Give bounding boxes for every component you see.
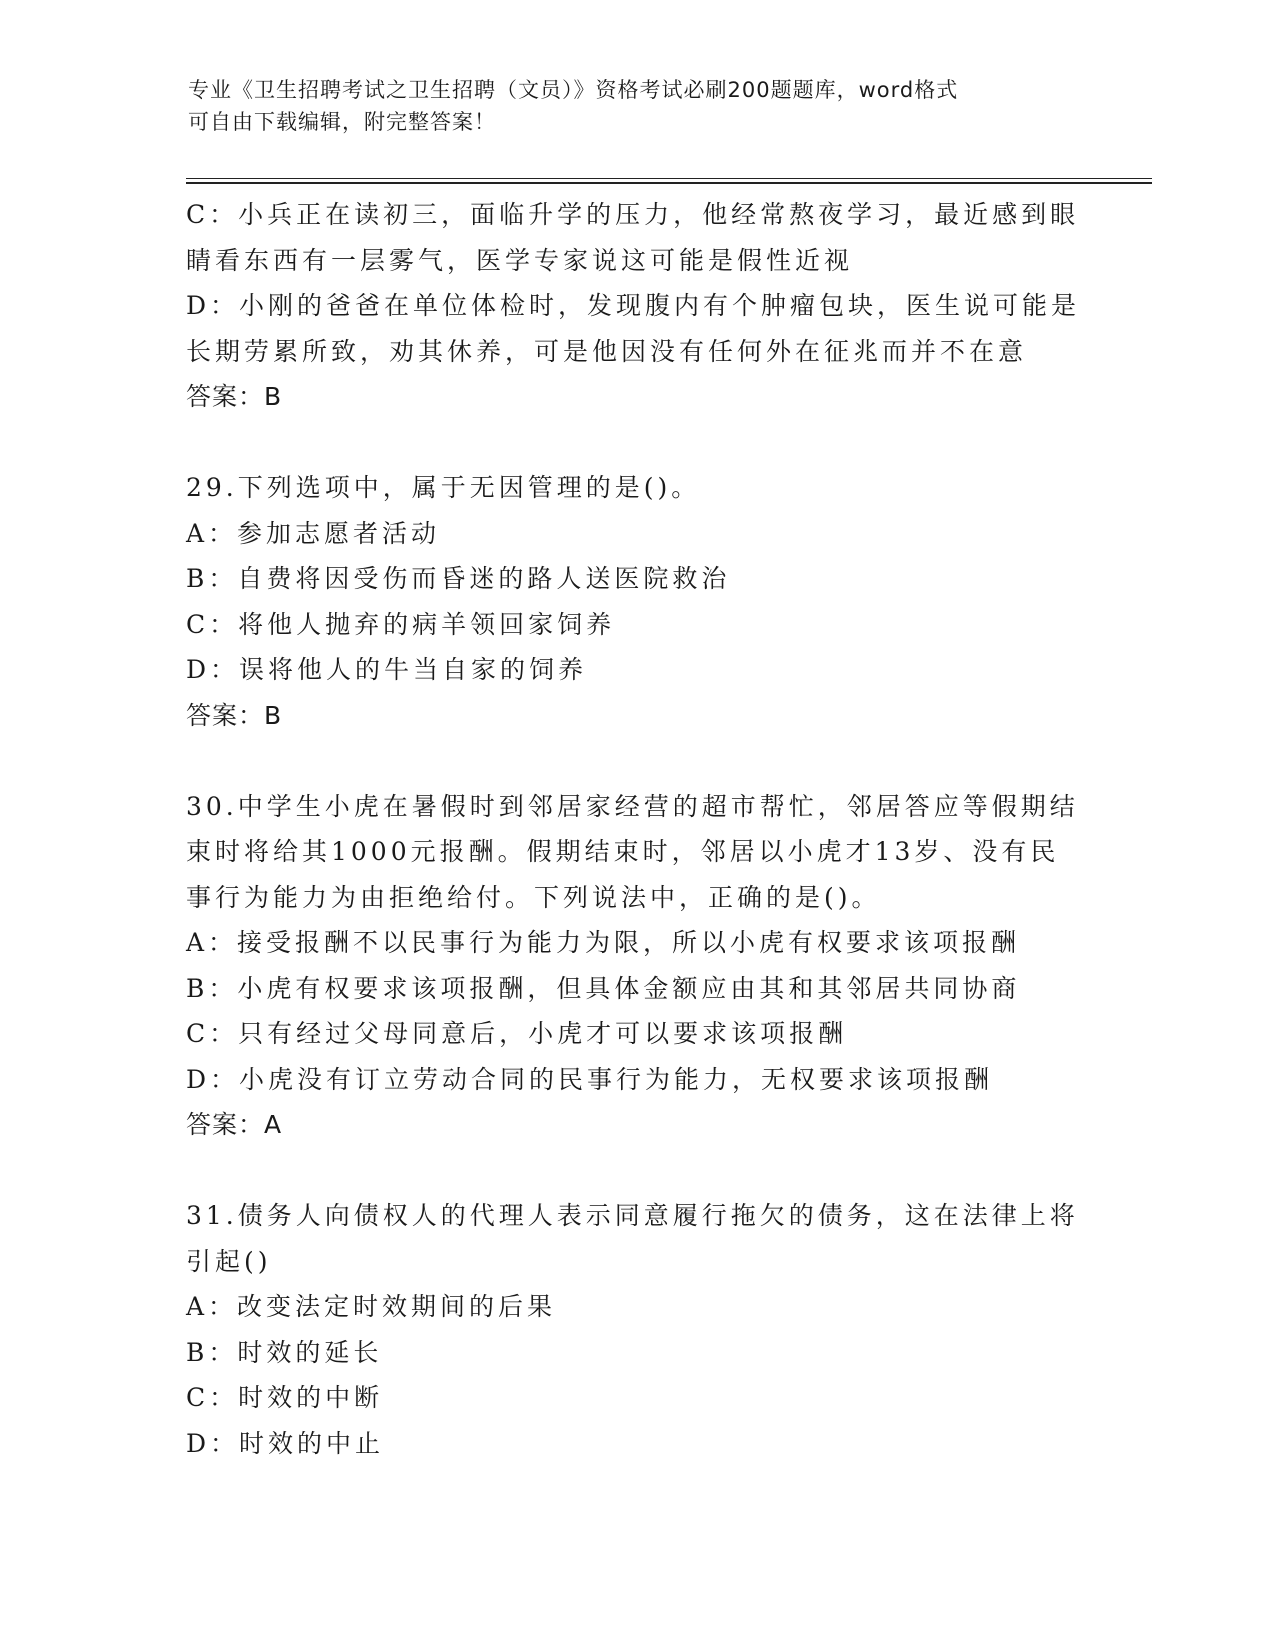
header-line-1: 专业《卫生招聘考试之卫生招聘（文员）》资格考试必刷200题题库，word格式 — [188, 78, 959, 102]
spacer — [186, 420, 1086, 466]
option-c: C：时效的中断 — [186, 1383, 384, 1412]
option-d-line-1: D：小刚的爸爸在单位体检时，发现腹内有个肿瘤包块，医生说可能是 — [186, 291, 1081, 320]
option-d: D：小虎没有订立劳动合同的民事行为能力，无权要求该项报酬 — [186, 1064, 994, 1094]
question-stem-line-1: 31.债务人向债权人的代理人表示同意履行拖欠的债务，这在法律上将 — [186, 1201, 1079, 1230]
answer-line: 答案：B — [186, 382, 283, 411]
option-a: A：改变法定时效期间的后果 — [186, 1292, 557, 1321]
document-body — [186, 192, 1086, 1466]
question-28-continuation — [186, 192, 1086, 420]
header-line-2: 可自由下载编辑，附完整答案！ — [188, 110, 496, 134]
spacer — [186, 738, 1086, 784]
question-stem-line-1: 30.中学生小虎在暑假时到邻居家经营的超市帮忙，邻居答应等假期结 — [186, 791, 1079, 821]
option-b: B：时效的延长 — [186, 1337, 383, 1367]
spacer — [186, 1148, 1086, 1194]
answer-line: 答案：A — [186, 1110, 283, 1139]
option-c-line-1: C：小兵正在读初三，面临升学的压力，他经常熬夜学习，最近感到眼 — [186, 200, 1080, 229]
question-29 — [186, 465, 1086, 738]
answer-line: 答案：B — [186, 700, 283, 730]
option-d-line-2: 长期劳累所致，劝其休养，可是他因没有任何外在征兆而并不在意 — [186, 336, 1028, 366]
header-divider-thin — [186, 178, 1152, 179]
question-stem: 29.下列选项中，属于无因管理的是()。 — [186, 473, 701, 502]
question-stem-line-2: 引起() — [186, 1246, 272, 1276]
document-header — [188, 74, 1078, 138]
option-d: D：误将他人的牛当自家的饲养 — [186, 655, 588, 684]
question-stem-line-3: 事行为能力为由拒绝给付。下列说法中，正确的是()。 — [186, 882, 881, 912]
option-c: C：只有经过父母同意后，小虎才可以要求该项报酬 — [186, 1019, 848, 1048]
option-c-line-2: 睛看东西有一层雾气，医学专家说这可能是假性近视 — [186, 245, 854, 275]
option-d: D：时效的中止 — [186, 1428, 385, 1458]
question-31 — [186, 1193, 1086, 1466]
option-b: B：自费将因受伤而昏迷的路人送医院救治 — [186, 564, 731, 593]
question-30 — [186, 784, 1086, 1148]
option-a: A：参加志愿者活动 — [186, 518, 441, 548]
option-b: B：小虎有权要求该项报酬，但具体金额应由其和其邻居共同协商 — [186, 973, 1021, 1003]
option-a: A：接受报酬不以民事行为能力为限，所以小虎有权要求该项报酬 — [186, 928, 1021, 957]
header-divider-thick — [186, 182, 1152, 184]
option-c: C：将他人抛弃的病羊领回家饲养 — [186, 609, 616, 639]
question-stem-line-2: 束时将给其1000元报酬。假期结束时，邻居以小虎才13岁、没有民 — [186, 837, 1060, 866]
